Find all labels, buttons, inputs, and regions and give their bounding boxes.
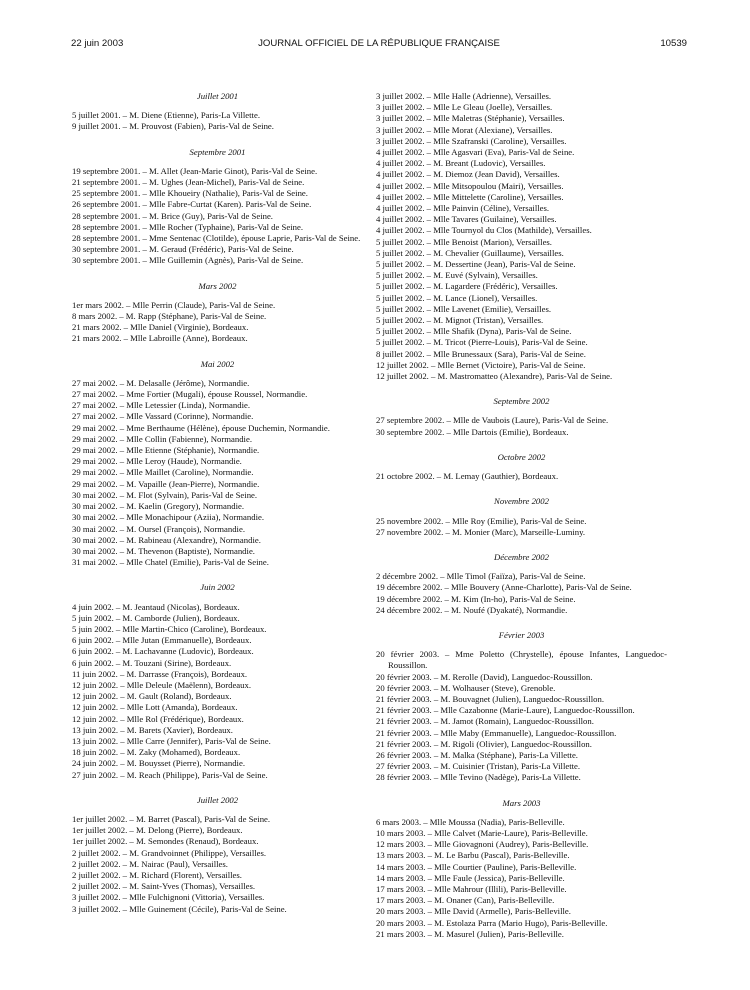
appointment-entry: 5 juin 2002. – Mlle Martin-Chico (Caroline), Bordeaux.	[72, 623, 267, 634]
appointment-entry: 3 juillet 2002. – Mlle Morat (Alexiane), Versailles.	[376, 124, 553, 135]
appointment-entry: 1er juillet 2002. – M. Delong (Pierre), Bordeaux.	[72, 825, 243, 836]
appointment-entry: 5 juillet 2002. – M. Lance (Lionel), Versailles.	[376, 292, 538, 303]
month-section	[376, 91, 667, 382]
month-heading: Juin 2002	[200, 582, 235, 593]
month-heading: Juillet 2001	[196, 91, 239, 101]
appointment-entry: 12 juin 2002. – Mlle Rol (Frédérique), Bordeaux.	[72, 713, 244, 724]
appointment-entry: 20 mars 2003. – Mlle David (Armelle), Paris-Belleville.	[376, 906, 571, 917]
appointment-entry: 2 décembre 2002. – Mlle Timol (Faiïza), Paris-Val de Seine.	[376, 571, 586, 582]
month-section	[376, 538, 667, 616]
appointment-entry: 21 février 2003. – Mlle Maby (Emmanuelle), Languedoc-Roussillon.	[376, 727, 617, 738]
appointment-entry: 9 juillet 2001. – M. Prouvost (Fabien), Paris-Val de Seine.	[72, 121, 274, 132]
appointment-entry: 29 mai 2002. – Mlle Maillet (Caroline), Normandie.	[72, 467, 254, 478]
section-gap	[72, 267, 363, 278]
appointment-entry: 20 février 2003. – M. Rerolle (David), Languedoc-Roussillon.	[376, 671, 593, 682]
appointment-entry: 1er mars 2002. – Mlle Perrin (Claude), Paris-Val de Seine.	[72, 299, 276, 310]
appointment-entry: 20 mars 2003. – M. Estolaza Parra (Mario Hugo), Paris-Belleville.	[376, 917, 608, 928]
appointment-entry: 29 mai 2002. – Mlle Collin (Fabienne), Normandie.	[72, 433, 252, 444]
appointment-entry: 4 juillet 2002. – Mlle Agasvari (Eva), Paris-Val de Seine.	[376, 147, 575, 158]
appointment-entry: 30 mai 2002. – M. Thevenon (Baptiste), Normandie.	[72, 545, 255, 556]
appointment-entry: 3 juillet 2002. – Mlle Guinement (Cécile), Paris-Val de Seine.	[72, 903, 287, 914]
appointment-entry: 21 février 2003. – M. Jamot (Romain), Languedoc-Roussillon.	[376, 716, 594, 727]
appointment-entry: 30 mai 2002. – M. Flot (Sylvain), Paris-Val de Seine.	[72, 489, 258, 500]
section-gap	[376, 382, 667, 393]
appointment-entry: 30 septembre 2001. – Mlle Guillemin (Agnès), Paris-Val de Seine.	[72, 255, 304, 266]
month-heading: Février 2003	[498, 629, 545, 640]
appointment-entry: 30 mai 2002. – M. Rabineau (Alexandre), Normandie.	[72, 534, 261, 545]
month-section	[376, 616, 667, 784]
appointment-entry: 18 juin 2002. – M. Zaky (Mohamed), Bordeaux.	[72, 747, 241, 758]
appointment-entry: 30 mai 2002. – M. Oursel (François), Normandie.	[72, 523, 245, 534]
appointment-entry: 1er juillet 2002. – M. Semondes (Renaud), Bordeaux.	[72, 836, 259, 847]
appointment-entry: 21 octobre 2002. – M. Lemay (Gauthier), Bordeaux.	[376, 471, 559, 482]
appointment-entry: 24 décembre 2002. – M. Noufé (Dyakaté), Normandie.	[376, 604, 568, 615]
appointment-entry: 6 mars 2003. – Mlle Moussa (Nadia), Paris-Belleville.	[376, 816, 565, 827]
month-heading: Juillet 2002	[196, 794, 239, 805]
appointment-entry: 27 mai 2002. – Mlle Letessier (Linda), Normandie.	[72, 400, 251, 411]
month-section	[376, 382, 667, 438]
appointment-entry: 4 juillet 2002. – M. Breant (Ludovic), Versailles.	[376, 158, 546, 169]
appointment-entry: 12 juin 2002. – M. Gault (Roland), Bordeaux.	[72, 691, 232, 702]
appointment-entry: 4 juillet 2002. – Mlle Mitsopoulou (Mairi), Versailles.	[376, 180, 564, 191]
appointment-entry: 8 mars 2002. – M. Rapp (Stéphane), Paris-Val de Seine.	[72, 311, 267, 322]
section-gap	[376, 538, 667, 549]
appointment-entry: 5 juillet 2002. – M. Lagardere (Frédéric), Versailles.	[376, 281, 558, 292]
appointment-entry: 27 mai 2002. – M. Delasalle (Jérôme), Normandie.	[72, 377, 250, 388]
appointment-entry: 5 juillet 2002. – Mlle Shafik (Dyna), Paris-Val de Seine.	[376, 326, 572, 337]
appointment-entry: 4 juillet 2002. – Mlle Mittelette (Caroline), Versailles.	[376, 191, 564, 202]
page-header	[71, 38, 687, 52]
appointment-entry: 3 juillet 2002. – Mlle Maletras (Stéphanie), Versailles.	[376, 113, 565, 124]
appointment-entry: 30 mai 2002. – Mlle Monachipour (Aziia), Normandie.	[72, 512, 265, 523]
appointment-entry: 11 juin 2002. – M. Darrasse (François), Bordeaux.	[72, 668, 248, 679]
appointment-entry: 19 septembre 2001. – M. Allet (Jean-Marie Ginot), Paris-Val de Seine.	[72, 165, 318, 176]
section-gap	[72, 568, 363, 579]
appointment-entry: 4 juillet 2002. – Mlle Tavares (Guilaine), Versailles.	[376, 214, 557, 225]
appointment-entry: 1er juillet 2002. – M. Barret (Pascal), Paris-Val de Seine.	[72, 813, 271, 824]
section-gap	[72, 133, 363, 144]
section-gap	[72, 781, 363, 792]
appointment-entry: 5 juillet 2002. – M. Euvé (Sylvain), Versailles.	[376, 270, 538, 281]
appointment-entry: 27 février 2003. – M. Cuisinier (Tristan), Paris-La Villette.	[376, 761, 581, 772]
appointment-entry: 12 juin 2002. – Mlle Deleule (Maëlenn), Bordeaux.	[72, 679, 252, 690]
appointment-entry: 5 juillet 2002. – Mlle Lavenet (Emilie), Versailles.	[376, 303, 551, 314]
month-heading: Septembre 2002	[493, 396, 550, 407]
appointment-entry: 30 septembre 2002. – Mlle Dartois (Emilie), Bordeaux.	[376, 426, 569, 437]
appointment-entry: 26 septembre 2001. – Mlle Fabre-Curtat (Karen). Paris-Val de Seine.	[72, 199, 312, 210]
appointment-entry: 4 juillet 2002. – M. Diemoz (Jean David), Versailles.	[376, 169, 560, 180]
month-heading: Novembre 2002	[494, 496, 549, 507]
appointment-entry: 28 février 2003. – Mlle Tevino (Nadège), Paris-La Villette.	[376, 772, 581, 783]
appointment-entry: 19 décembre 2002. – M. Kim (In-ho), Paris-Val de Seine.	[376, 593, 576, 604]
appointment-entry: 4 juillet 2002. – Mlle Painvin (Céline), Versailles.	[376, 203, 550, 214]
month-section	[376, 438, 667, 482]
appointment-entry: 29 mai 2002. – Mme Berthaume (Hélène), épouse Duchemin, Normandie.	[72, 422, 330, 433]
appointment-entry: 2 juillet 2002. – M. Richard (Florent), Versailles.	[72, 869, 242, 880]
appointment-entry: 28 septembre 2001. – Mlle Rocher (Typhaine), Paris-Val de Seine.	[72, 221, 303, 232]
appointment-entry: 14 mars 2003. – Mlle Courtier (Pauline), Paris-Belleville.	[376, 861, 577, 872]
appointment-entry: 27 novembre 2002. – M. Monier (Marc), Marseille-Luminy.	[376, 526, 586, 537]
month-section	[72, 568, 363, 780]
appointment-entry: 6 juin 2002. – M. Touzani (Sirine), Bordeaux.	[72, 657, 232, 668]
appointment-entry: 5 juillet 2002. – Mlle Benoist (Marion), Versailles.	[376, 236, 552, 247]
month-section	[72, 781, 363, 915]
appointment-entry: 2 juillet 2002. – M. Nairac (Paul), Versailles.	[72, 858, 228, 869]
appointment-entry: 12 juillet 2002. – Mlle Bernet (Victoire), Paris-Val de Seine.	[376, 359, 586, 370]
appointment-entry: 5 juillet 2002. – M. Chevalier (Guillaume), Versailles.	[376, 247, 564, 258]
appointment-entry: 12 juillet 2002. – M. Mastromatteo (Alexandre), Paris-Val de Seine.	[376, 371, 613, 382]
section-gap	[376, 438, 667, 449]
section-gap	[72, 345, 363, 356]
section-gap	[376, 616, 667, 627]
appointment-entry: 27 mai 2002. – Mlle Vassard (Corinne), Normandie.	[72, 411, 254, 422]
appointment-entry: 13 mars 2003. – M. Le Barbu (Pascal), Paris-Belleville.	[376, 850, 570, 861]
appointment-entry: 21 mars 2003. – M. Masurel (Julien), Paris-Belleville.	[376, 928, 564, 939]
header-date: 22 juin 2003	[71, 38, 124, 49]
appointment-entry: 19 décembre 2002. – Mlle Bouvery (Anne-Charlotte), Paris-Val de Seine.	[376, 582, 632, 593]
month-section	[72, 345, 363, 569]
appointment-entry: 8 juillet 2002. – Mlle Brunessaux (Sara), Paris-Val de Seine.	[376, 348, 586, 359]
appointment-entry: 2 juillet 2002. – M. Saint-Yves (Thomas), Versailles.	[72, 881, 256, 892]
appointment-entry: 14 mars 2003. – Mlle Faule (Jessica), Paris-Belleville.	[376, 872, 565, 883]
month-section	[72, 91, 363, 133]
appointment-entry: 21 février 2003. – M. Rigoli (Olivier), Languedoc-Roussillon.	[376, 738, 592, 749]
month-heading: Mars 2003	[502, 797, 541, 808]
appointment-entry: 25 novembre 2002. – Mlle Roy (Emilie), Paris-Val de Seine.	[376, 515, 587, 526]
appointment-entry: 5 juillet 2002. – M. Tricot (Pierre-Louis), Paris-Val de Seine.	[376, 337, 588, 348]
appointment-entry: 21 mars 2002. – Mlle Labroille (Anne), Bordeaux.	[72, 333, 248, 344]
appointment-entry: 17 mars 2003. – Mlle Mahrour (Illili), Paris-Belleville.	[376, 883, 567, 894]
appointment-entry: 10 mars 2003. – Mlle Calvet (Marie-Laure), Paris-Belleville.	[376, 827, 588, 838]
appointment-entry: 13 juin 2002. – Mlle Carre (Jennifer), Paris-Val de Seine.	[72, 735, 271, 746]
month-heading: Mai 2002	[200, 358, 235, 369]
appointment-entry: 24 juin 2002. – M. Bouysset (Pierre), Normandie.	[72, 758, 246, 769]
appointment-entry: 29 mai 2002. – M. Vapaille (Jean-Pierre), Normandie.	[72, 478, 260, 489]
appointment-entry: 20 février 2003. – Mme Poletto (Chrystelle), épouse Infantes, Languedoc-Roussillon.	[376, 649, 667, 671]
header-page-number: 10539	[660, 38, 687, 49]
appointment-entry: 4 juin 2002. – M. Jeantaud (Nicolas), Bordeaux.	[72, 601, 240, 612]
month-section	[72, 133, 363, 267]
appointment-entry: 27 juin 2002. – M. Reach (Philippe), Paris-Val de Seine.	[72, 769, 268, 780]
appointment-entry: 3 juillet 2002. – Mlle Szafranski (Caroline), Versailles.	[376, 135, 567, 146]
appointment-entry: 21 février 2003. – Mlle Cazabonne (Marie-Laure), Languedoc-Roussillon.	[376, 705, 635, 716]
right-column	[376, 91, 667, 940]
month-heading: Mars 2002	[198, 280, 237, 291]
appointment-entry: 3 juillet 2002. – Mlle Le Gleau (Joelle), Versailles.	[376, 102, 553, 113]
appointment-entry: 5 juillet 2001. – M. Diene (Etienne), Paris-La Villette.	[72, 110, 260, 121]
header-title: JOURNAL OFFICIEL DE LA RÉPUBLIQUE FRANÇAISE	[258, 38, 500, 49]
appointment-entry: 12 juin 2002. – Mlle Lott (Amanda), Bordeaux.	[72, 702, 238, 713]
appointment-entry: 13 juin 2002. – M. Barets (Xavier), Bordeaux.	[72, 724, 233, 735]
appointment-entry: 27 septembre 2002. – Mlle de Vaubois (Laure), Paris-Val de Seine.	[376, 415, 609, 426]
appointment-entry: 2 juillet 2002. – M. Grandvoinnet (Philippe), Versailles.	[72, 847, 267, 858]
appointment-entry: 29 mai 2002. – Mlle Leroy (Haude), Normandie.	[72, 456, 242, 467]
appointment-entry: 6 juin 2002. – M. Lachavanne (Ludovic), Bordeaux.	[72, 646, 254, 657]
appointment-entry: 21 février 2003. – M. Bouvagnet (Julien), Languedoc-Roussillon.	[376, 693, 605, 704]
appointment-entry: 28 septembre 2001. – Mme Sentenac (Clotilde), épouse Laprie, Paris-Val de Seine.	[72, 233, 361, 244]
month-heading: Octobre 2002	[497, 451, 546, 462]
appointment-entry: 5 juillet 2002. – M. Mignot (Tristan), Versailles.	[376, 315, 544, 326]
section-gap	[376, 482, 667, 493]
appointment-entry: 26 février 2003. – M. Malka (Stéphane), Paris-La Villette.	[376, 749, 578, 760]
appointment-entry: 31 mai 2002. – Mlle Chatel (Emilie), Paris-Val de Seine.	[72, 557, 269, 568]
appointment-entry: 28 septembre 2001. – M. Brice (Guy), Paris-Val de Seine.	[72, 210, 273, 221]
appointment-entry: 5 juin 2002. – M. Camborde (Julien), Bordeaux.	[72, 612, 240, 623]
section-gap	[376, 784, 667, 795]
month-section	[376, 482, 667, 538]
month-heading: Décembre 2002	[494, 551, 549, 562]
appointment-entry: 21 septembre 2001. – M. Ughes (Jean-Michel), Paris-Val de Seine.	[72, 177, 305, 188]
appointment-entry: 29 mai 2002. – Mlle Etienne (Stéphanie), Normandie.	[72, 445, 260, 456]
month-section	[376, 784, 667, 940]
appointment-entry: 20 février 2003. – M. Wolhauser (Steve), Grenoble.	[376, 682, 556, 693]
appointment-entry: 17 mars 2003. – M. Onaner (Can), Paris-Belleville.	[376, 895, 555, 906]
appointment-entry: 25 septembre 2001. – Mlle Khoueiry (Nathalie), Paris-Val de Seine.	[72, 188, 308, 199]
month-section	[72, 267, 363, 345]
appointment-entry: 5 juillet 2002. – M. Dessertine (Jean), Paris-Val de Seine.	[376, 259, 576, 270]
appointment-entry: 3 juillet 2002. – Mlle Fulchignoni (Vittoria), Versailles.	[72, 892, 265, 903]
appointment-entry: 30 septembre 2001. – M. Geraud (Frédéric), Paris-Val de Seine.	[72, 244, 294, 255]
appointment-entry: 21 mars 2002. – Mlle Daniel (Virginie), Bordeaux.	[72, 322, 249, 333]
appointment-entry: 27 mai 2002. – Mme Fortier (Mugali), épouse Roussel, Normandie.	[72, 389, 308, 400]
appointment-entry: 3 juillet 2002. – Mlle Halle (Adrienne), Versailles.	[376, 91, 551, 101]
appointment-entry: 6 juin 2002. – Mlle Jutan (Emmanuelle), Bordeaux.	[72, 635, 252, 646]
left-column	[72, 88, 363, 915]
appointment-entry: 12 mars 2003. – Mlle Giovagnoni (Audrey), Paris-Belleville.	[376, 839, 589, 850]
appointment-entry: 4 juillet 2002. – Mlle Tournyol du Clos (Mathilde), Versailles.	[376, 225, 592, 236]
month-heading: Septembre 2001	[189, 146, 246, 157]
appointment-entry: 30 mai 2002. – M. Kaelin (Gregory), Normandie.	[72, 501, 245, 512]
